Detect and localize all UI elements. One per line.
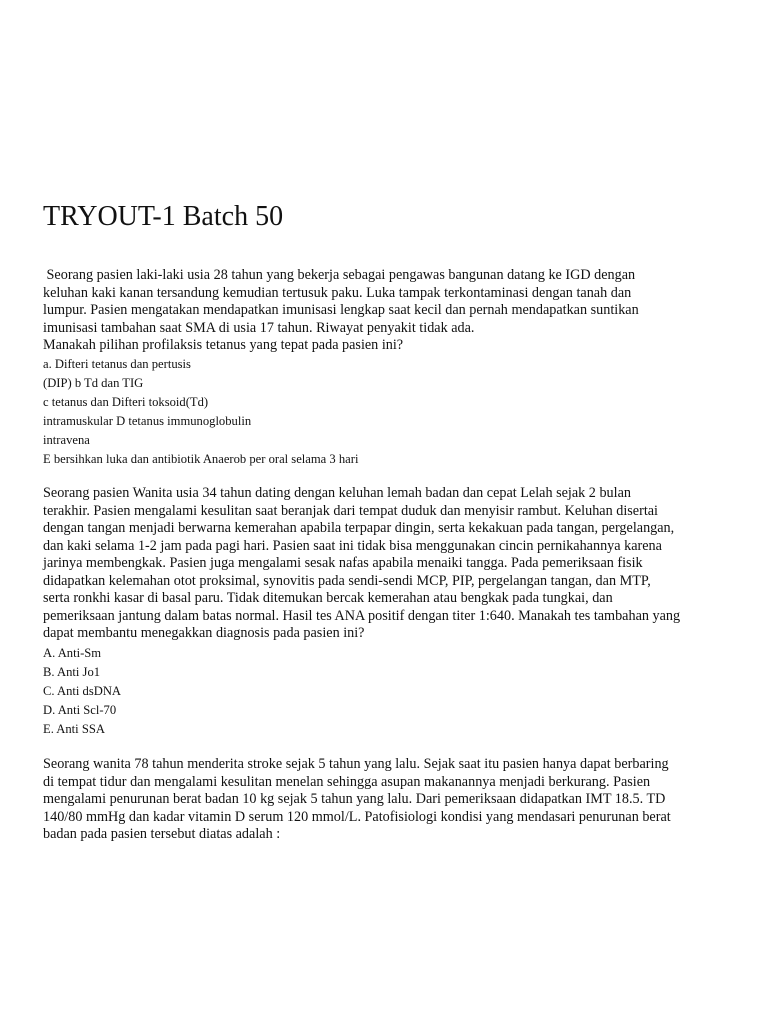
answer-option: (DIP) b Td dan TIG bbox=[43, 375, 144, 390]
question-text-line: Seorang pasien laki-laki usia 28 tahun yang bekerja sebagai pengawas bangunan datang ke IGD dengan bbox=[43, 267, 636, 283]
question-text-line: imunisasi tambahan saat SMA di usia 17 tahun. Riwayat penyakit tidak ada. bbox=[43, 319, 475, 336]
question-text-line: pemeriksaan jantung dalam batas normal. Hasil tes ANA positif dengan titer 1:640. Manakah tes tambahan yang bbox=[43, 607, 681, 624]
answer-option: intramuskular D tetanus immunoglobulin bbox=[43, 413, 252, 428]
question-text-line: terakhir. Pasien mengalami kesulitan saat beranjak dari tempat duduk dan menyisir rambut. Keluhan disertai bbox=[43, 502, 659, 519]
question-text-line: Seorang wanita 78 tahun menderita stroke sejak 5 tahun yang lalu. Sejak saat itu pasien hanya dapat berbaring bbox=[43, 756, 669, 772]
question-text-line: didapatkan kelemahan otot proksimal, synovitis pada sendi-sendi MCP, PIP, pergelangan tangan, dan MTP, bbox=[43, 572, 651, 589]
document-title: TRYOUT-1 Batch 50 bbox=[43, 201, 284, 232]
question-text-line: mengalami penurunan berat badan 10 kg sejak 5 tahun yang lalu. Dari pemeriksaan didapatkan IMT 18.5. TD bbox=[43, 791, 666, 807]
answer-option: D. Anti Scl-70 bbox=[43, 702, 117, 717]
question-1-options bbox=[43, 355, 733, 469]
question-text-line: 140/80 mmHg dan kadar vitamin D serum 120 mmol/L. Patofisiologi kondisi yang mendasari penurunan berat bbox=[43, 808, 671, 825]
question-text-line: Manakah pilihan profilaksis tetanus yang tepat pada pasien ini? bbox=[43, 337, 404, 353]
answer-option: c tetanus dan Difteri toksoid(Td) bbox=[43, 394, 209, 409]
question-text-line: dan kaki selama 1-2 jam pada pagi hari. Pasien saat ini tidak bisa menggunakan cincin pernikahannya karena bbox=[43, 537, 662, 554]
answer-option: intravena bbox=[43, 432, 90, 447]
question-2 bbox=[43, 485, 733, 739]
question-text-line: lumpur. Pasien mengatakan mendapatkan imunisasi lengkap saat kecil dan pernah mendapatkan suntikan bbox=[43, 302, 639, 318]
question-2-stem bbox=[43, 485, 733, 643]
answer-option: a. Difteri tetanus dan pertusis bbox=[43, 356, 191, 371]
question-2-options bbox=[43, 644, 733, 739]
answer-option: E. Anti SSA bbox=[43, 721, 105, 736]
question-1-stem bbox=[43, 267, 733, 355]
question-3 bbox=[43, 756, 733, 844]
question-text-line: jarinya membengkak. Pasien juga mengalami sesak nafas apabila menaiki tangga. Pada pemeriksaan fisik bbox=[43, 555, 643, 571]
answer-option: E bersihkan luka dan antibiotik Anaerob per oral selama 3 hari bbox=[43, 451, 359, 466]
question-text-line: badan pada pasien tersebut diatas adalah : bbox=[43, 826, 281, 842]
question-text-line: Seorang pasien Wanita usia 34 tahun dating dengan keluhan lemah badan dan cepat Lelah sejak 2 bulan bbox=[43, 485, 631, 501]
question-1 bbox=[43, 267, 733, 469]
answer-option: C. Anti dsDNA bbox=[43, 683, 122, 698]
question-text-line: di tempat tidur dan mengalami kesulitan menelan sehingga asupan makanannya menjadi berkurang. Pasien bbox=[43, 773, 651, 790]
answer-option: B. Anti Jo1 bbox=[43, 664, 101, 679]
question-text-line: dapat membantu menegakkan diagnosis pada pasien ini? bbox=[43, 625, 365, 641]
question-3-stem bbox=[43, 756, 733, 844]
question-text-line: keluhan kaki kanan tersandung kemudian tertusuk paku. Luka tampak terkontaminasi dengan tanah dan bbox=[43, 284, 632, 301]
answer-option: A. Anti-Sm bbox=[43, 645, 102, 660]
question-text-line: serta ronkhi kasar di basal paru. Tidak ditemukan bercak kemerahan atau bengkak pada tungkai, dan bbox=[43, 590, 613, 606]
question-text-line: dengan tangan menjadi berwarna kemerahan apabila terpapar dingin, serta kekakuan pada tangan, pergelangan, bbox=[43, 520, 675, 536]
